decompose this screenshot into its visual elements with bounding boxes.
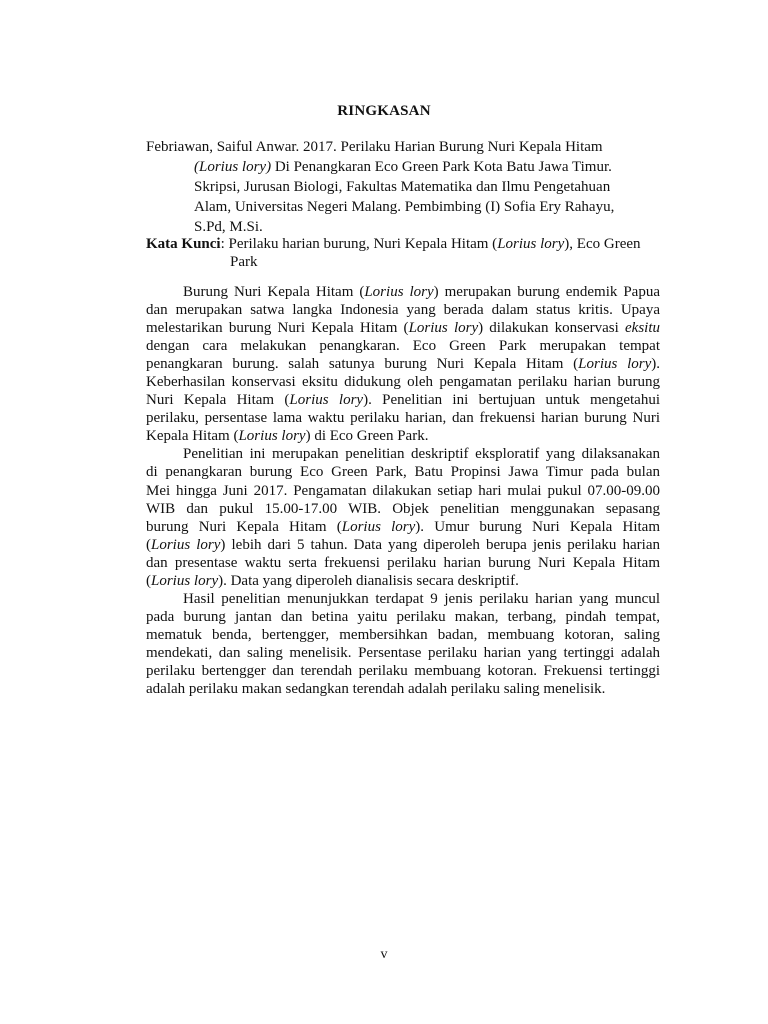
body-text: di penangkaran burung Eco Green Park, Batu Propinsi Jawa Timur pada bulan [146, 464, 660, 481]
species-name: Lorius lory [364, 284, 434, 300]
keywords-block [146, 235, 660, 271]
species-name: (Lorius lory) [194, 159, 272, 175]
body-line [146, 572, 660, 590]
body-text: penangkaran burung. salah satunya burung Nuri Kepala Hitam ( [146, 356, 579, 373]
body-text: Keberhasilan konservasi eksitu didukung oleh pengamatan perilaku harian burung [146, 374, 660, 391]
body-text: ) lebih dari 5 tahun. Data yang diperoleh berupa jenis perilaku harian [220, 536, 660, 553]
body-text: ). Penelitian ini bertujuan untuk mengetahui [363, 392, 660, 409]
body-line [146, 536, 660, 554]
body-text: perilaku bertengger dan terendah perilaku membuang kotoran. Frekuensi tertinggi [146, 662, 660, 679]
keywords-label: Kata Kunci [146, 236, 221, 252]
citation-text: Skripsi, Jurusan Biologi, Fakultas Matematika dan Ilmu Pengetahuan [194, 179, 611, 195]
citation-line [146, 157, 656, 177]
body-line [146, 355, 660, 373]
species-name: Lorius lory [497, 236, 565, 252]
body-text: adalah perilaku makan sedangkan terendah adalah perilaku saling menelisik. [146, 681, 606, 698]
body-line [146, 518, 660, 536]
keywords-text: Park [230, 254, 258, 270]
body-text: melestarikan burung Nuri Kepala Hitam ( [146, 320, 409, 337]
citation-text: Di Penangkaran Eco Green Park Kota Batu Jawa Timur. [271, 159, 612, 175]
body-line [146, 500, 660, 518]
body-text: Penelitian ini merupakan penelitian deskriptif eksploratif yang dilaksanakan [183, 446, 660, 463]
body-line [146, 463, 660, 481]
body-line [146, 680, 660, 698]
body-line [146, 626, 660, 644]
page-title: RINGKASAN [337, 103, 431, 119]
body-text: ) dilakukan konservasi [478, 320, 625, 337]
body-line [146, 482, 660, 500]
body-line [146, 427, 660, 445]
species-name: Lorius lory [341, 518, 416, 535]
citation-line [146, 197, 656, 217]
species-name: Lorius lory [578, 356, 652, 373]
body-line [146, 608, 660, 626]
body-text: pada burung jantan dan betina yaitu perilaku makan, terbang, pindah tempat, [146, 608, 660, 625]
species-name: Lorius lory [238, 428, 306, 445]
keywords-text: : Perilaku harian burung, Nuri Kepala Hitam ( [220, 236, 498, 252]
body-text: Burung Nuri Kepala Hitam ( [183, 284, 365, 300]
body-line [146, 554, 660, 572]
body-text: dan merupakan satwa langka Indonesia yang berada dalam status kritis. Upaya [146, 302, 660, 319]
body-line [146, 319, 660, 337]
abstract-body [146, 283, 660, 698]
body-text: ) di Eco Green Park. [305, 428, 429, 445]
body-line [146, 337, 660, 355]
body-line [146, 391, 660, 409]
citation-line [146, 217, 656, 237]
keywords-line [146, 235, 660, 253]
body-text: dan presentase waktu serta frekuensi perilaku harian burung Nuri Kepala Hitam [146, 554, 660, 571]
body-text: ( [146, 572, 151, 589]
body-line [146, 373, 660, 391]
body-line [146, 283, 660, 301]
body-text: ) merupakan burung endemik Papua [433, 284, 660, 300]
body-text: Mei hingga Juni 2017. Pengamatan dilakukan setiap hari mulai pukul 07.00-09.00 [146, 482, 660, 499]
body-line [146, 409, 660, 427]
species-name: Lorius lory [151, 572, 219, 589]
body-text: mendekati, dan saling menelisik. Persentase perilaku harian yang tertinggi adalah [146, 644, 660, 661]
body-text: ( [146, 536, 151, 553]
page-number: v [380, 947, 388, 962]
body-text: dengan cara melakukan penangkaran. Eco Green Park merupakan tempat [146, 338, 660, 355]
body-line [146, 662, 660, 680]
species-name: Lorius lory [151, 536, 221, 553]
body-line [146, 590, 660, 608]
species-name: Lorius lory [408, 320, 479, 337]
body-text: Kepala Hitam ( [146, 428, 239, 445]
citation-text: S.Pd, M.Si. [194, 219, 263, 235]
citation-text: Alam, Universitas Negeri Malang. Pembimbing (I) Sofia Ery Rahayu, [194, 199, 615, 215]
body-text: perilaku, persentase lama waktu perilaku harian, dan frekuensi harian burung Nuri [146, 410, 660, 427]
citation-line [146, 137, 656, 157]
citation-block [146, 137, 656, 237]
species-name: Lorius lory [289, 392, 364, 409]
body-line [146, 445, 660, 463]
body-text: ). [651, 356, 660, 373]
italic-term: eksitu [625, 320, 660, 337]
body-text: mematuk benda, bertengger, membersihkan badan, membuang kotoran, saling [146, 626, 660, 643]
keywords-line [146, 253, 660, 271]
body-text: ). Umur burung Nuri Kepala Hitam [415, 518, 660, 535]
body-text: Nuri Kepala Hitam ( [146, 392, 290, 409]
body-text: burung Nuri Kepala Hitam ( [146, 518, 342, 535]
body-line [146, 301, 660, 319]
citation-text: Febriawan, Saiful Anwar. 2017. Perilaku Harian Burung Nuri Kepala Hitam [146, 139, 603, 155]
keywords-text: ), Eco Green [564, 236, 641, 252]
body-text: Hasil penelitian menunjukkan terdapat 9 jenis perilaku harian yang muncul [183, 590, 660, 607]
body-text: WIB dan pukul 15.00-17.00 WIB. Objek penelitian menggunakan sepasang [146, 500, 660, 517]
body-line [146, 644, 660, 662]
citation-line [146, 177, 656, 197]
body-text: ). Data yang diperoleh dianalisis secara deskriptif. [218, 572, 519, 589]
